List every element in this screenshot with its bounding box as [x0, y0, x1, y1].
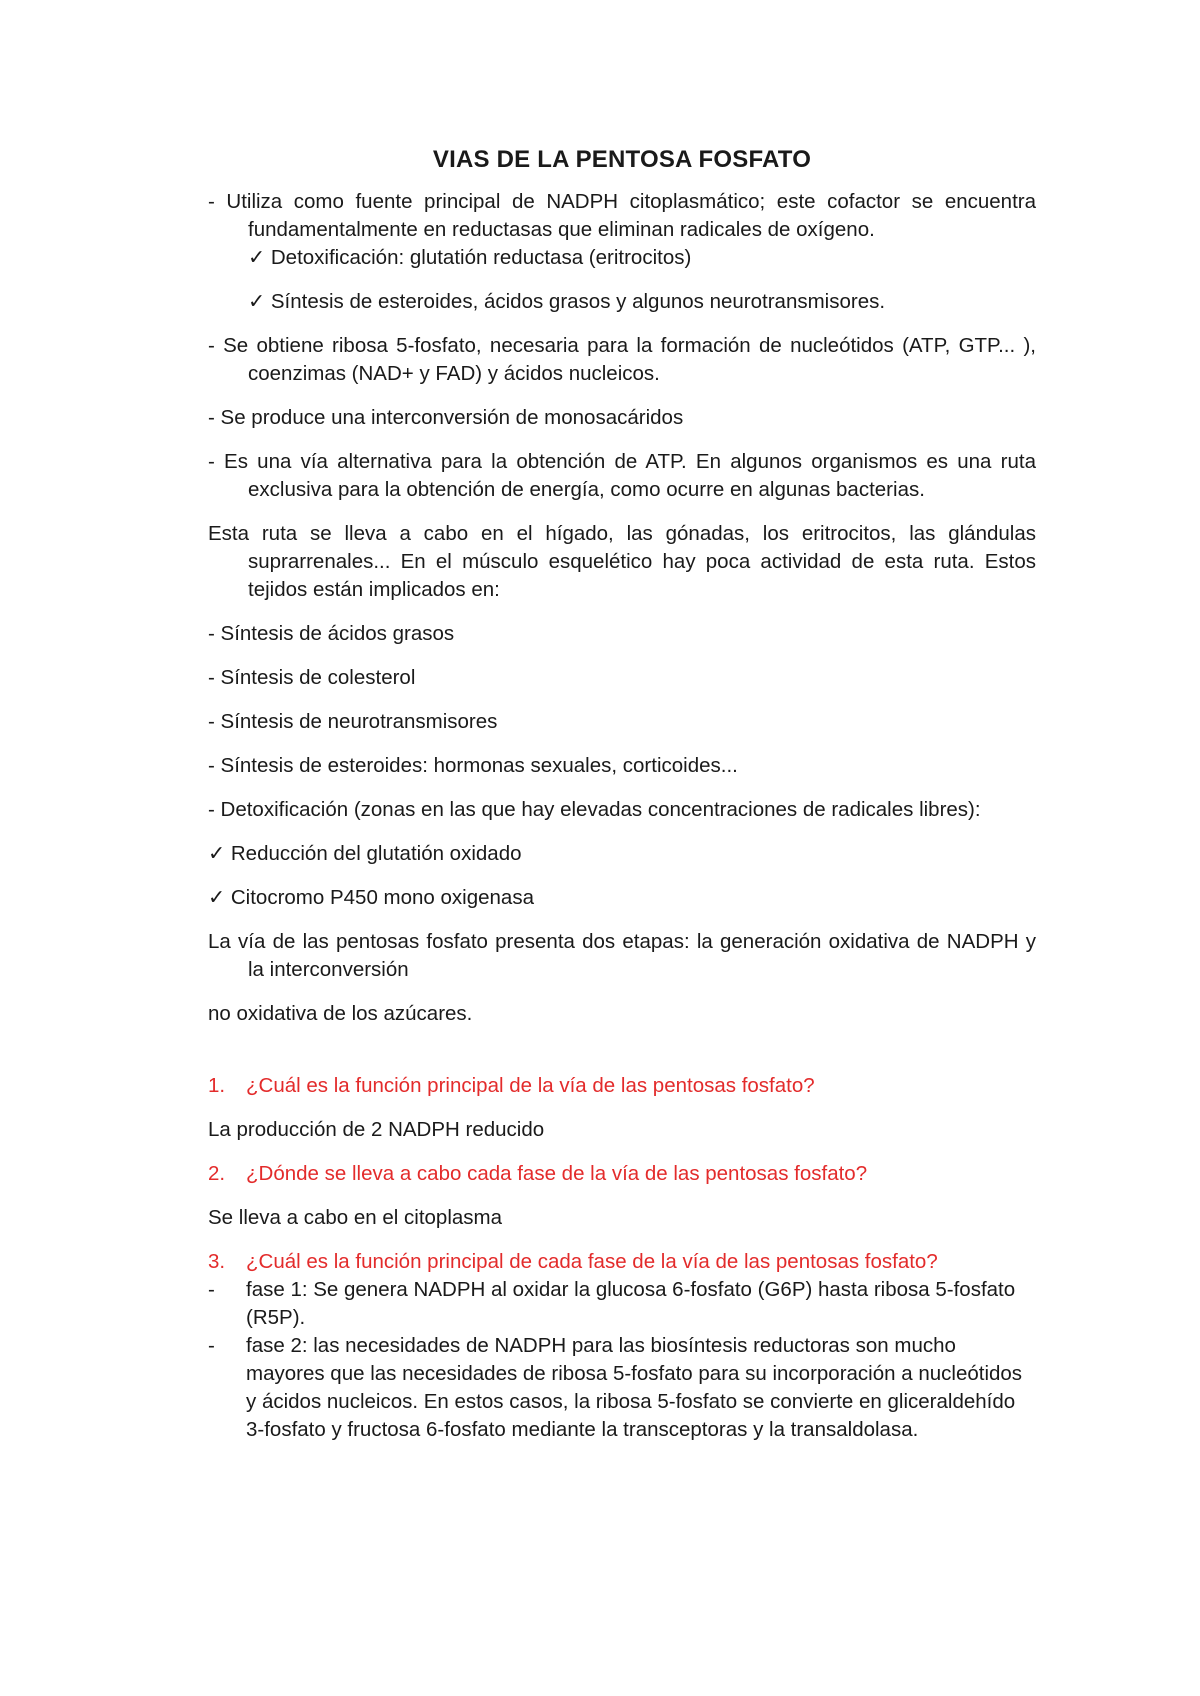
question-number: 2. — [208, 1162, 226, 1185]
question-2 — [208, 1160, 1036, 1188]
question-number: 3. — [208, 1250, 226, 1273]
answer-2: Se lleva a cabo en el citoplasma — [208, 1206, 503, 1229]
answer-1: La producción de 2 NADPH reducido — [208, 1118, 545, 1141]
question-1 — [208, 1072, 1036, 1100]
list-item-text: fase 2: las necesidades de NADPH para las biosíntesis reductoras son mucho mayores que las necesidades de ribosa 5-fosfato para su incorporación a nucleótidos y ácidos nucleicos. En estos casos, la ribosa 5-fosfato se convierte en gliceraldehído 3-fosfato y fructosa 6-fosfato mediante la transceptoras y la transaldolasa. — [246, 1334, 1023, 1441]
stages-paragraph: La vía de las pentosas fosfato presenta dos etapas: la generación oxidativa de NADPH y la interconversión — [208, 930, 1036, 981]
stages-paragraph-end: no oxidativa de los azúcares. — [208, 1002, 473, 1025]
list-item-text: fase 1: Se genera NADPH al oxidar la glucosa 6-fosfato (G6P) hasta ribosa 5-fosfato (R5P). — [246, 1278, 1016, 1329]
tissues-paragraph: Esta ruta se lleva a cabo en el hígado, las gónadas, los eritrocitos, las glándulas suprarrenales... En el músculo esquelético hay poca actividad de esta ruta. Estos tejidos están implicados en: — [208, 522, 1036, 601]
list-dash: - — [208, 1278, 215, 1301]
tissue-item: - Síntesis de colesterol — [208, 666, 416, 689]
bullet-item: - Se obtiene ribosa 5-fosfato, necesaria para la formación de nucleótidos (ATP, GTP... ), coenzimas (NAD+ y FAD) y ácidos nucleicos. — [208, 334, 1036, 385]
list-item — [208, 1276, 1036, 1332]
document-body — [208, 140, 1036, 1444]
question-text: ¿Cuál es la función principal de cada fase de la vía de las pentosas fosfato? — [246, 1250, 938, 1273]
check-item: ✓ Reducción del glutatión oxidado — [208, 842, 522, 865]
page-title: VIAS DE LA PENTOSA FOSFATO — [432, 146, 812, 173]
check-item: ✓ Síntesis de esteroides, ácidos grasos y algunos neurotransmisores. — [248, 290, 886, 313]
tissue-item: - Síntesis de neurotransmisores — [208, 710, 498, 733]
list-item — [208, 1332, 1036, 1444]
intro-item: - Utiliza como fuente principal de NADPH citoplasmático; este cofactor se encuentra fundamentalmente en reductasas que eliminan radicales de oxígeno. — [208, 190, 1036, 241]
check-item: ✓ Detoxificación: glutatión reductasa (eritrocitos) — [248, 246, 692, 269]
bullet-item: - Es una vía alternativa para la obtención de ATP. En algunos organismos es una ruta exclusiva para la obtención de energía, como ocurre en algunas bacterias. — [208, 450, 1036, 501]
list-dash: - — [208, 1334, 215, 1357]
question-text: ¿Dónde se lleva a cabo cada fase de la vía de las pentosas fosfato? — [246, 1162, 868, 1185]
tissue-item: - Detoxificación (zonas en las que hay elevadas concentraciones de radicales libres): — [208, 798, 981, 821]
question-text: ¿Cuál es la función principal de la vía de las pentosas fosfato? — [246, 1074, 815, 1097]
phase-list — [208, 1276, 1036, 1444]
tissue-item: - Síntesis de esteroides: hormonas sexuales, corticoides... — [208, 754, 738, 777]
question-3 — [208, 1248, 1036, 1276]
tissue-item: - Síntesis de ácidos grasos — [208, 622, 455, 645]
question-number: 1. — [208, 1074, 226, 1097]
bullet-item: - Se produce una interconversión de monosacáridos — [208, 406, 684, 429]
check-item: ✓ Citocromo P450 mono oxigenasa — [208, 886, 534, 909]
